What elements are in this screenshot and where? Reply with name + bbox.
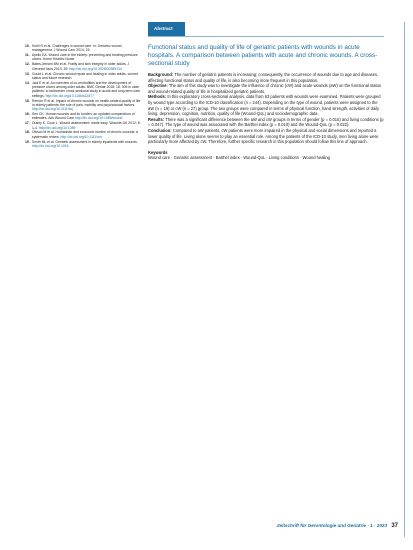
reference-text: Gould L et al. Chronic wound repair and healing in older adults: current status and future research.	[32, 71, 139, 80]
keywords-heading: Keywords	[148, 149, 168, 155]
reference-item	[25, 62, 143, 71]
reference-number: 13.	[25, 71, 30, 76]
abstract-conclusion	[148, 128, 384, 145]
reference-text: Bates-Jensen BM et al. Frailty and skin integrity in older adults. J Gerontol Nurs 2013; 39:	[32, 62, 130, 71]
reference-number: 18.	[25, 130, 30, 135]
reference-link[interactable]: http://dx.doi.org/10.3928/00989134	[69, 66, 122, 71]
journal-name: Zeitschrift für Gerontologie und Geriatrie · 1 · 2023	[276, 523, 388, 528]
reference-item	[25, 140, 143, 149]
reference-item	[25, 53, 143, 62]
keywords-list: Wound care · Geriatric assessment · Barthel index · Wound-QoL · Living conditions · Wound healing	[148, 155, 330, 161]
article-title: Functional status and quality of life of geriatric patients with wounds in acute hospitals. A comparison between patients with acute and chronic wounds. A cross-sectional study	[148, 44, 378, 67]
reference-item	[25, 81, 143, 98]
reference-list	[25, 44, 143, 149]
results-label: Results:	[148, 116, 165, 122]
reference-number: 10.	[25, 44, 30, 48]
reference-number: 14.	[25, 80, 30, 85]
methods-label: Methods:	[148, 94, 167, 100]
section-tab: Abstract	[148, 22, 185, 36]
objective-text: The aim of this study was to investigate the influence of chronic (cW) and acute wounds (aW) on the functional status and wound-related quality of life in hospitalized geriatric patients.	[148, 83, 381, 94]
abstract-objective	[148, 83, 384, 94]
reference-number: 17.	[25, 121, 30, 126]
reference-text: Kohli R et al. Challenges in wound care. In: Geriatric wound management. J Wound Care 2014; 23:	[32, 44, 122, 53]
page-edge-rule	[404, 22, 405, 537]
reference-item	[25, 112, 143, 121]
background-text: The number of geriatric patients is increasing; consequently, the occurrence of wounds due to age and diseases, affecting functional status and quality of life, is also becoming more frequent in this population.	[148, 72, 379, 83]
abstract-results	[148, 117, 384, 128]
reference-text: Ousey K, Cook L. Wound assessment: made easy. Wounds UK 2012; 8: 1-4.	[32, 121, 141, 130]
results-text: There was a significant difference between the aW and cW groups in terms of gender (p = 0.016) and living conditions (p = 0.047). The type of wound was associated with the Barthel index (p = 0.010) and the Wound-QoL (p = 0.022).	[148, 116, 384, 128]
reference-item	[25, 99, 143, 112]
reference-text: Olsson M et al. Humanistic and economic burden of chronic wounds: a systematic review.	[32, 130, 138, 139]
reference-item	[25, 44, 143, 53]
reference-number: 11.	[25, 53, 30, 58]
reference-number: 15.	[25, 98, 30, 103]
reference-text: Renner R et al. Impact of chronic wounds on health-related quality of life in elderly patients: the role of pain, mobility and psychosocial factors.	[32, 98, 141, 107]
reference-link[interactable]: http://dx.doi.org/10.1111/iwj	[32, 107, 73, 112]
reference-item	[25, 121, 143, 130]
reference-text: Ayello EA. Wound care in the elderly: preventing and treating pressure ulcers. Home Healthc Nurse	[32, 53, 138, 62]
reference-text: Jaul E et al. An overview of co-morbidities and the development of pressure ulcers among older adults. BMC Geriatr 2018; 18: 305 in older patients: a multicenter cross-sectional study in acute and long-term care settings.	[32, 80, 140, 98]
methods-text: In this exploratory cross-sectional analysis, data from 63 patients with wounds were examined. Patients were grouped by wound type according to the ICD-10 classification (n = 244). Depending on the type of wound, patients were assigned to the aW (n = 19) or cW (n = 27) group. The two groups were compared in terms of physical function, hand strength, activities of daily living, depression, cognition, nutrition, quality of life (Wound-QoL) and sociodemographic data.	[148, 94, 381, 117]
reference-link[interactable]: http://dx.doi.org/10.1016	[32, 143, 69, 148]
conclusion-text: Compared to aW patients, cW patients were more impaired in the physical and social dimensions and reported a lower quality of life. Living alone seems to play an essential role. Among the patients of the ICD-10 study, men living alone were particularly more affected by cW. Therefore, further specific research in this population should follow this line of approach.	[148, 127, 379, 145]
background-label: Background:	[148, 72, 174, 77]
abstract-methods	[148, 94, 384, 116]
reference-text: Sen CK. Human wounds and its burden: an updated compendium of estimates. Adv Wound Care	[32, 112, 135, 121]
reference-link[interactable]: http://dx.doi.org/10.1111/wrr	[60, 134, 102, 139]
reference-number: 12.	[25, 62, 30, 67]
conclusion-label: Conclusion:	[148, 127, 172, 133]
reference-link[interactable]: http://dx.doi.org/10.1089/wound	[74, 116, 123, 121]
abstract-background	[148, 72, 384, 83]
reference-link[interactable]: http://dx.doi.org/10.1089	[38, 125, 76, 130]
page-footer	[248, 523, 398, 529]
reference-item	[25, 72, 143, 81]
objective-label: Objective:	[148, 83, 168, 89]
abstract-block	[148, 44, 384, 161]
header-rule	[148, 36, 384, 37]
reference-item	[25, 130, 143, 139]
reference-link[interactable]: http://dx.doi.org/10.1186/s12877	[45, 93, 94, 98]
reference-number: 19.	[25, 139, 30, 144]
reference-number: 16.	[25, 112, 30, 117]
reference-text: Smith ML et al. Geriatric assessment in elderly inpatients with wounds.	[32, 139, 138, 144]
page-number: 37	[391, 523, 398, 529]
